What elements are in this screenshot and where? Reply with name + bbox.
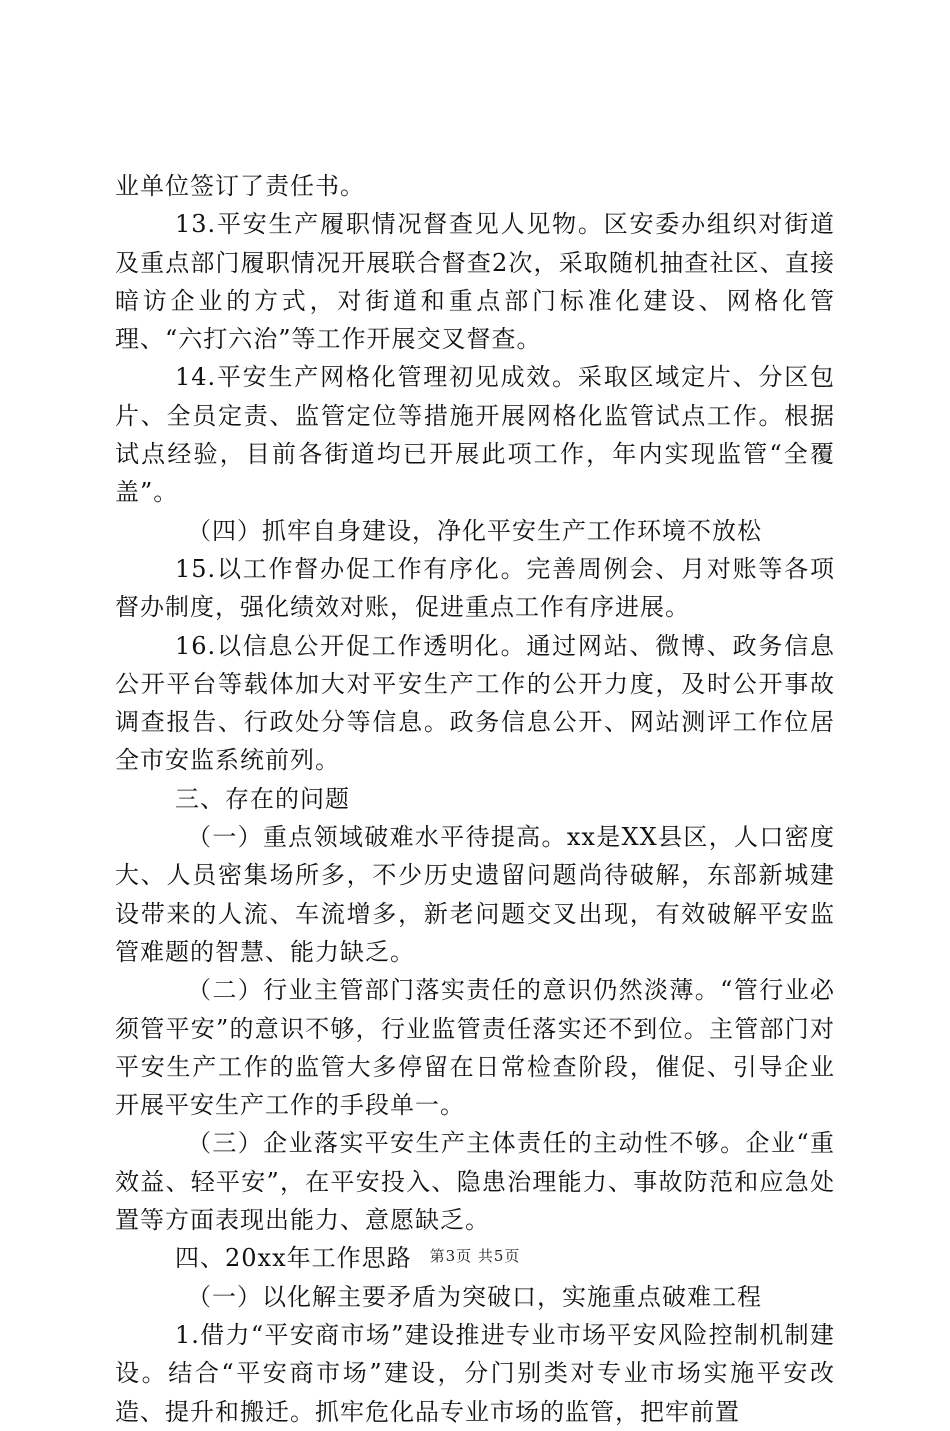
chapter-heading-problems: 三、存在的问题: [175, 784, 350, 813]
section-heading-4: （四）抓牢自身建设，净化平安生产工作环境不放松: [187, 516, 762, 545]
paragraph-item-15: 15.以工作督办促工作有序化。完善周例会、月对账等各项督办制度，强化绩效对账，促进重点工作有序进展。: [115, 554, 835, 622]
problem-item-2: （二）行业主管部门落实责任的意识仍然淡薄。“管行业必须管平安”的意识不够，行业监管责任落实还不到位。主管部门对平安生产工作的监管大多停留在日常检查阶段，催促、引导企业开展平安生产工作的手段单一。: [115, 976, 835, 1120]
plan-item-1: 1.借力“平安商市场”建设推进专业市场平安风险控制机制建设。结合“平安商市场”建设，分门别类对专业市场实施平安改造、提升和搬迁。抓牢危化品专业市场的监管，把牢前置: [115, 1320, 835, 1426]
plan-section-heading-1: （一）以化解主要矛盾为突破口，实施重点破难工程: [187, 1282, 762, 1311]
problem-item-1: （一）重点领域破难水平待提高。xx是XX县区，人口密度大、人员密集场所多，不少历史遗留问题尚待破解，东部新城建设带来的人流、车流增多，新老问题交叉出现，有效破解平安监管难题的智慧、能力缺乏。: [115, 823, 835, 966]
page-footer: 第3页 共5页: [429, 1247, 521, 1265]
paragraph-item-14: 14.平安生产网格化管理初见成效。采取区域定片、分区包片、全员定责、监管定位等措施开展网格化监管试点工作。根据试点经验，目前各街道均已开展此项工作，年内实现监管“全覆盖”。: [115, 363, 835, 507]
chapter-heading-plan: 四、20xx年工作思路: [175, 1244, 412, 1273]
paragraph-continuation: 业单位签订了责任书。: [115, 172, 365, 200]
document-body: [115, 167, 835, 1431]
paragraph-item-13: 13.平安生产履职情况督查见人见物。区安委办组织对街道及重点部门履职情况开展联合督查2次，采取随机抽查社区、直接暗访企业的方式，对街道和重点部门标准化建设、网格化管理、“六打六治”等工作开展交叉督查。: [115, 210, 835, 354]
problem-item-3: （三）企业落实平安生产主体责任的主动性不够。企业“重效益、轻平安”，在平安投入、隐患治理能力、事故防范和应急处置等方面表现出能力、意愿缺乏。: [115, 1129, 835, 1235]
paragraph-item-16: 16.以信息公开促工作透明化。通过网站、微博、政务信息公开平台等载体加大对平安生产工作的公开力度，及时公开事故调查报告、行政处分等信息。政务信息公开、网站测评工作位居全市安监系统前列。: [115, 631, 835, 775]
